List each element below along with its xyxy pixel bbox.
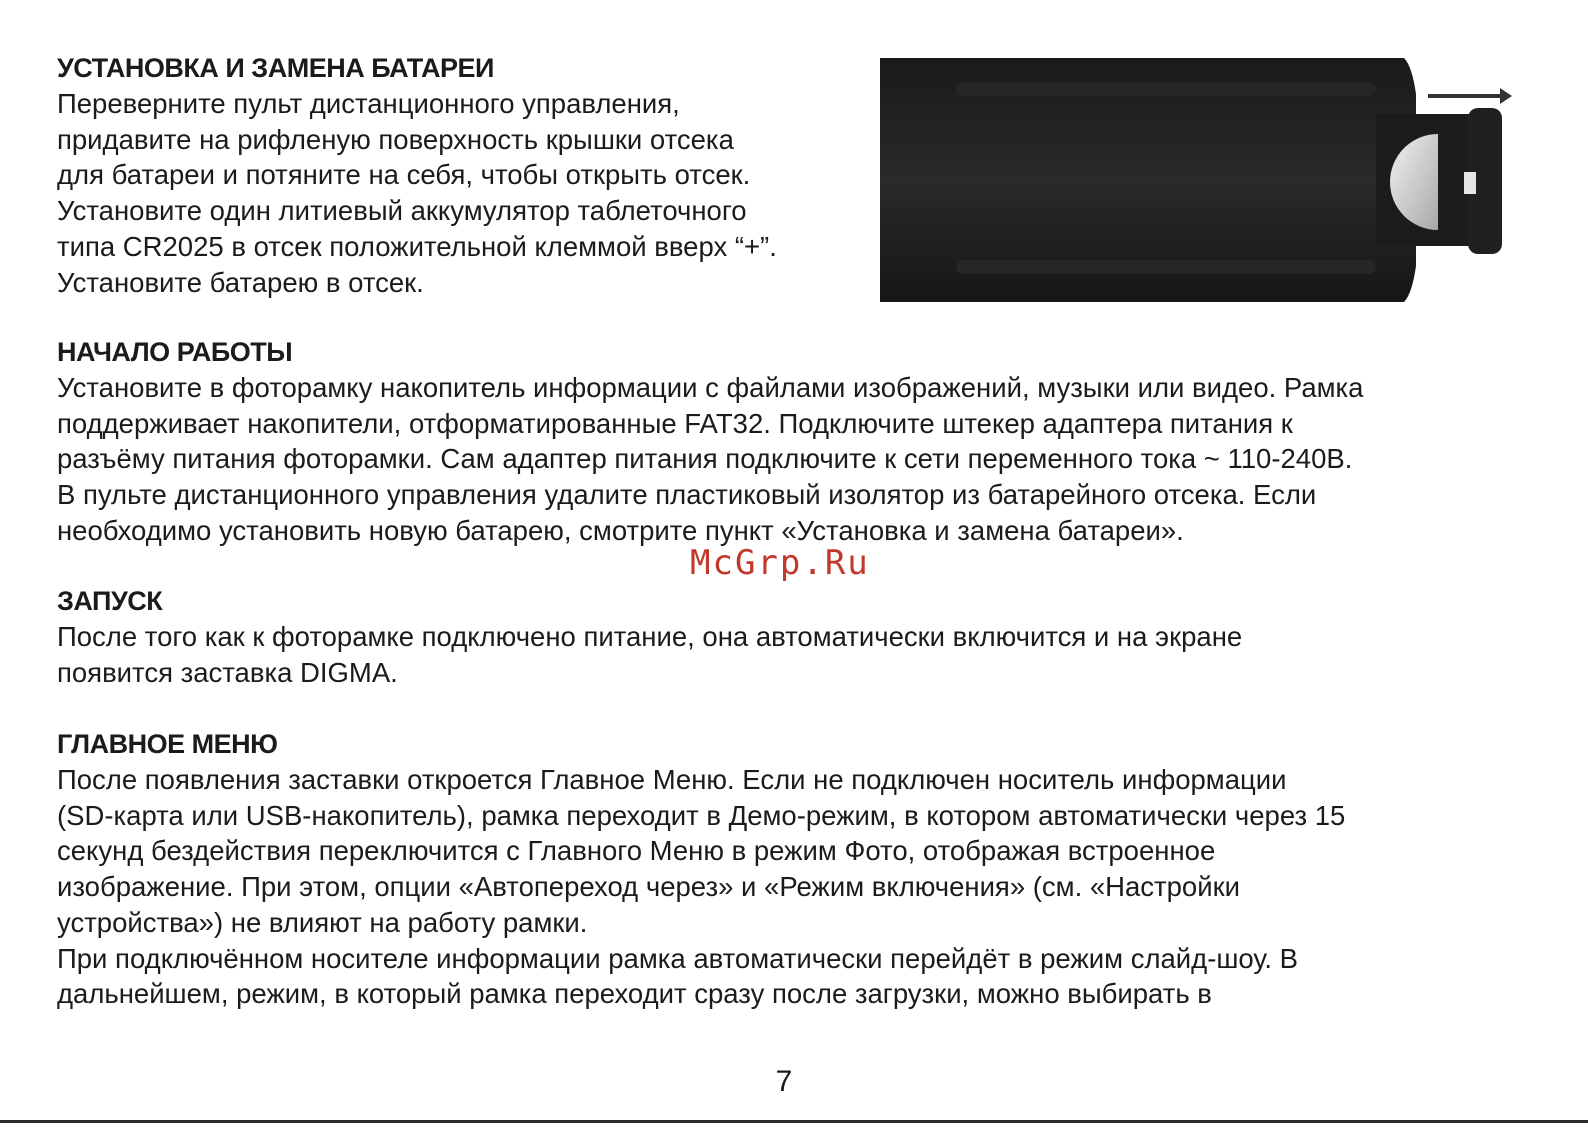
body-line: Переверните пульт дистанционного управления, — [57, 88, 680, 119]
body-line: секунд бездействия переключится с Главного Меню в режим Фото, отображая встроенное — [57, 835, 1216, 867]
page-number: 7 — [775, 1065, 793, 1098]
body-line: дальнейшем, режим, в который рамка переходит сразу после загрузки, можно выбирать в — [57, 978, 1212, 1010]
body-line: появится заставка DIGMA. — [57, 656, 398, 688]
remote-battery-compartment-illustration — [876, 54, 1516, 306]
section-title-main-menu: ГЛАВНОЕ МЕНЮ — [57, 729, 278, 759]
body-line: поддерживает накопители, отформатированные FAT32. Подключите штекер адаптера питания к — [57, 407, 1293, 439]
body-line: типа CR2025 в отсек положительной клеммой вверх “+”. — [57, 230, 777, 262]
bottom-divider — [0, 1120, 1588, 1123]
tray-latch — [1464, 172, 1476, 194]
grip-ridge-bottom — [956, 260, 1376, 274]
watermark: McGrp.Ru — [690, 543, 870, 583]
body-line: Установите один литиевый аккумулятор таблеточного — [57, 195, 747, 227]
section-body-battery — [57, 86, 777, 300]
body-line: необходимо установить новую батарею, смотрите пункт «Установка и замена батареи». — [57, 514, 1184, 546]
body-line: изображение. При этом, опции «Автопереход через» и «Режим включения» (см. «Настройки — [57, 871, 1240, 903]
body-line: для батареи и потяните на себя, чтобы открыть отсек. — [57, 159, 751, 191]
body-line: В пульте дистанционного управления удалите пластиковый изолятор из батарейного отсека. Если — [57, 479, 1317, 511]
arrow-head-icon — [1500, 88, 1512, 104]
body-line: (SD-карта или USB-накопитель), рамка переходит в Демо-режим, в котором автоматически через 15 — [57, 799, 1346, 831]
body-line: При подключённом носителе информации рамка автоматически перейдёт в режим слайд-шоу. В — [57, 942, 1299, 974]
section-title-launch: ЗАПУСК — [57, 586, 163, 616]
section-body-launch — [57, 619, 1242, 690]
section-body-main-menu — [57, 762, 1345, 1012]
grip-ridge-top — [956, 82, 1376, 96]
body-line: После появления заставки откроется Главное Меню. Если не подключен носитель информации — [57, 764, 1287, 795]
body-line: устройства») не влияют на работу рамки. — [57, 906, 588, 938]
body-line: Установите в фоторамку накопитель информации с файлами изображений, музыки или видео. Рамка — [57, 372, 1364, 403]
body-line: разъёму питания фоторамки. Сам адаптер питания подключите к сети переменного тока ~ 110-240В. — [57, 443, 1353, 475]
section-title-getting-started: НАЧАЛО РАБОТЫ — [57, 337, 293, 367]
section-title-battery: УСТАНОВКА И ЗАМЕНА БАТАРЕИ — [57, 53, 494, 83]
body-line: Установите батарею в отсек. — [57, 266, 424, 298]
section-body-getting-started — [57, 370, 1363, 549]
body-line: придавите на рифленую поверхность крышки отсека — [57, 123, 734, 155]
body-line: После того как к фоторамке подключено питание, она автоматически включится и на экране — [57, 621, 1243, 652]
